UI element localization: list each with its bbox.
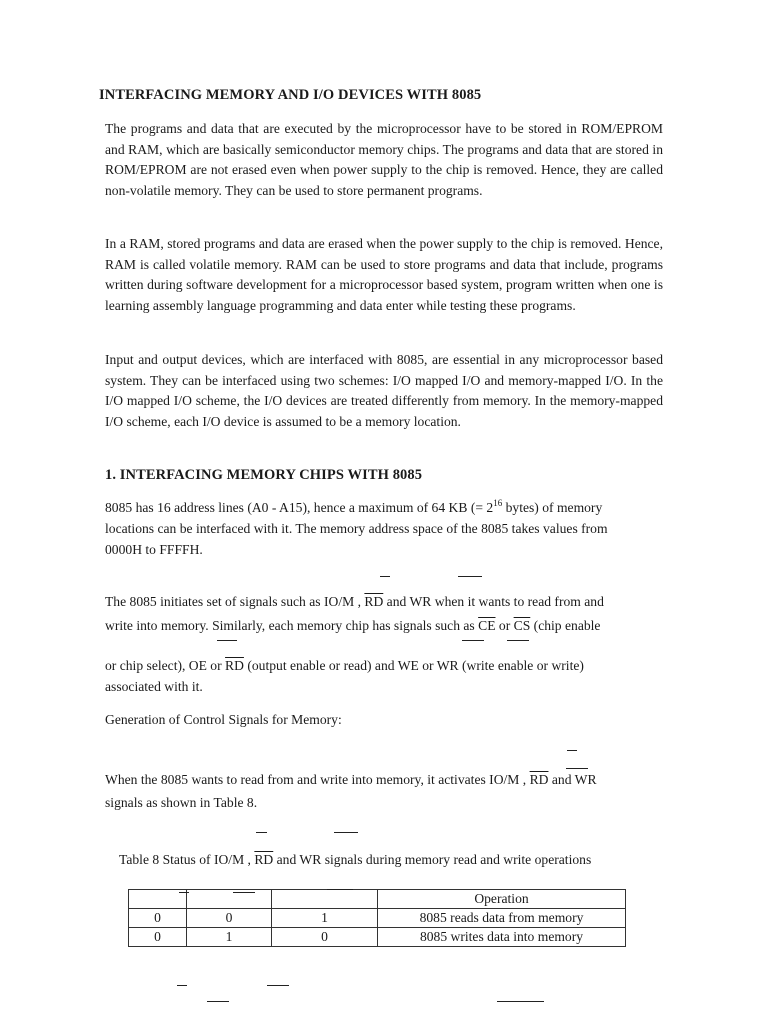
overbar (256, 832, 267, 833)
table-caption: Table 8 Status of IO/M , $\overline{RD}$ and WR signals during memory read and write operations (119, 852, 592, 867)
intro-paragraph-1: The programs and data that are executed by the microprocessor have to be stored in ROM/EPROM and RAM, which are basically semiconductor memory chips. The programs and data that are stored in ROM/EPROM are not erased even when power supply to the chip is removed. Hence, they are called non-volatile memory. They can be used to store permanent programs. (105, 121, 663, 198)
overbar (380, 576, 390, 577)
table-cell: 0 (129, 928, 187, 947)
rd-signal: $\overline{RD}$ (364, 594, 384, 609)
read-write-line-2: signals as shown in Table 8. (105, 795, 258, 810)
address-line-2: locations can be interfaced with it. The memory address space of the 8085 takes values from (105, 521, 608, 536)
table-row (129, 909, 626, 928)
page-title: INTERFACING MEMORY AND I/O DEVICES WITH 8085 (99, 87, 482, 103)
table-cell: 0 (272, 928, 378, 947)
table-cell: 0 (129, 909, 187, 928)
table-header-row (129, 890, 626, 909)
table-cell: 1 (187, 928, 272, 947)
overbar (334, 832, 358, 833)
overbar (179, 892, 189, 893)
intro-paragraph-2: In a RAM, stored programs and data are erased when the power supply to the chip is removed. Hence, RAM is called volatile memory. RAM can be used to store programs and data that include, programs written during software development for a microprocessor based system, program written when one is learning assembly language programming and data enter while testing these programs. (105, 236, 663, 313)
address-line-1: 8085 has 16 address lines (A0 - A15), hence a maximum of 64 KB (= $2^{16}$ bytes) of memory (105, 498, 603, 515)
header-cell-operation: Operation (378, 890, 626, 909)
overbar (267, 985, 289, 986)
overbar (233, 892, 255, 893)
table-cell: 8085 writes data into memory (378, 928, 626, 947)
signals-line-2: write into memory. Similarly, each memory chip has signals such as $\overline{CE}$ or $\overline{CS}$ (chip enable (105, 618, 601, 633)
table-cell: 1 (272, 909, 378, 928)
generation-heading: Generation of Control Signals for Memory: (105, 712, 342, 727)
cs-signal: $\overline{CS}$ (513, 618, 531, 633)
exponent: 16 (493, 498, 503, 508)
overbar (327, 889, 353, 890)
signals-line-1: The 8085 initiates set of signals such as IO/M , $\overline{RD}$ and WR when it wants to read from and (105, 594, 604, 609)
read-write-line-1: When the 8085 wants to read from and write into memory, it activates IO/M , $\overline{RD}$ and WR (105, 772, 597, 787)
overbar (217, 640, 237, 641)
rd-signal: $\overline{RD}$ (529, 772, 549, 787)
rd-signal: $\overline{RD}$ (254, 852, 274, 867)
table-row (129, 928, 626, 947)
signals-line-4: associated with it. (105, 679, 203, 694)
section-heading: 1. INTERFACING MEMORY CHIPS WITH 8085 (105, 467, 423, 483)
ce-signal: $\overline{CE}$ (478, 618, 496, 633)
status-table (128, 889, 626, 947)
signals-line-3: or chip select), OE or $\overline{RD}$ (output enable or read) and WE or WR (write enable or write) (105, 658, 584, 673)
table-cell: 0 (187, 909, 272, 928)
header-cell (272, 890, 378, 909)
address-line-3: 0000H to FFFFH. (105, 542, 203, 557)
overbar (566, 768, 588, 769)
intro-paragraph-3: Input and output devices, which are interfaced with 8085, are essential in any microprocessor based system. They can be interfaced using two schemes: I/O mapped I/O and memory-mapped I/O. In the I/O mapped I/O scheme, the I/O devices are treated differently from memory. In the memory-mapped I/O scheme, each I/O device is assumed to be a memory location. (105, 352, 663, 429)
header-cell (129, 890, 187, 909)
overbar (497, 1001, 544, 1002)
table-cell: 8085 reads data from memory (378, 909, 626, 928)
rd-signal: $\overline{RD}$ (225, 658, 244, 673)
overbar (207, 1001, 229, 1002)
overbar (567, 750, 577, 751)
header-cell (187, 890, 272, 909)
overbar (458, 576, 482, 577)
overbar (462, 640, 484, 641)
overbar (177, 985, 187, 986)
overbar (507, 640, 529, 641)
